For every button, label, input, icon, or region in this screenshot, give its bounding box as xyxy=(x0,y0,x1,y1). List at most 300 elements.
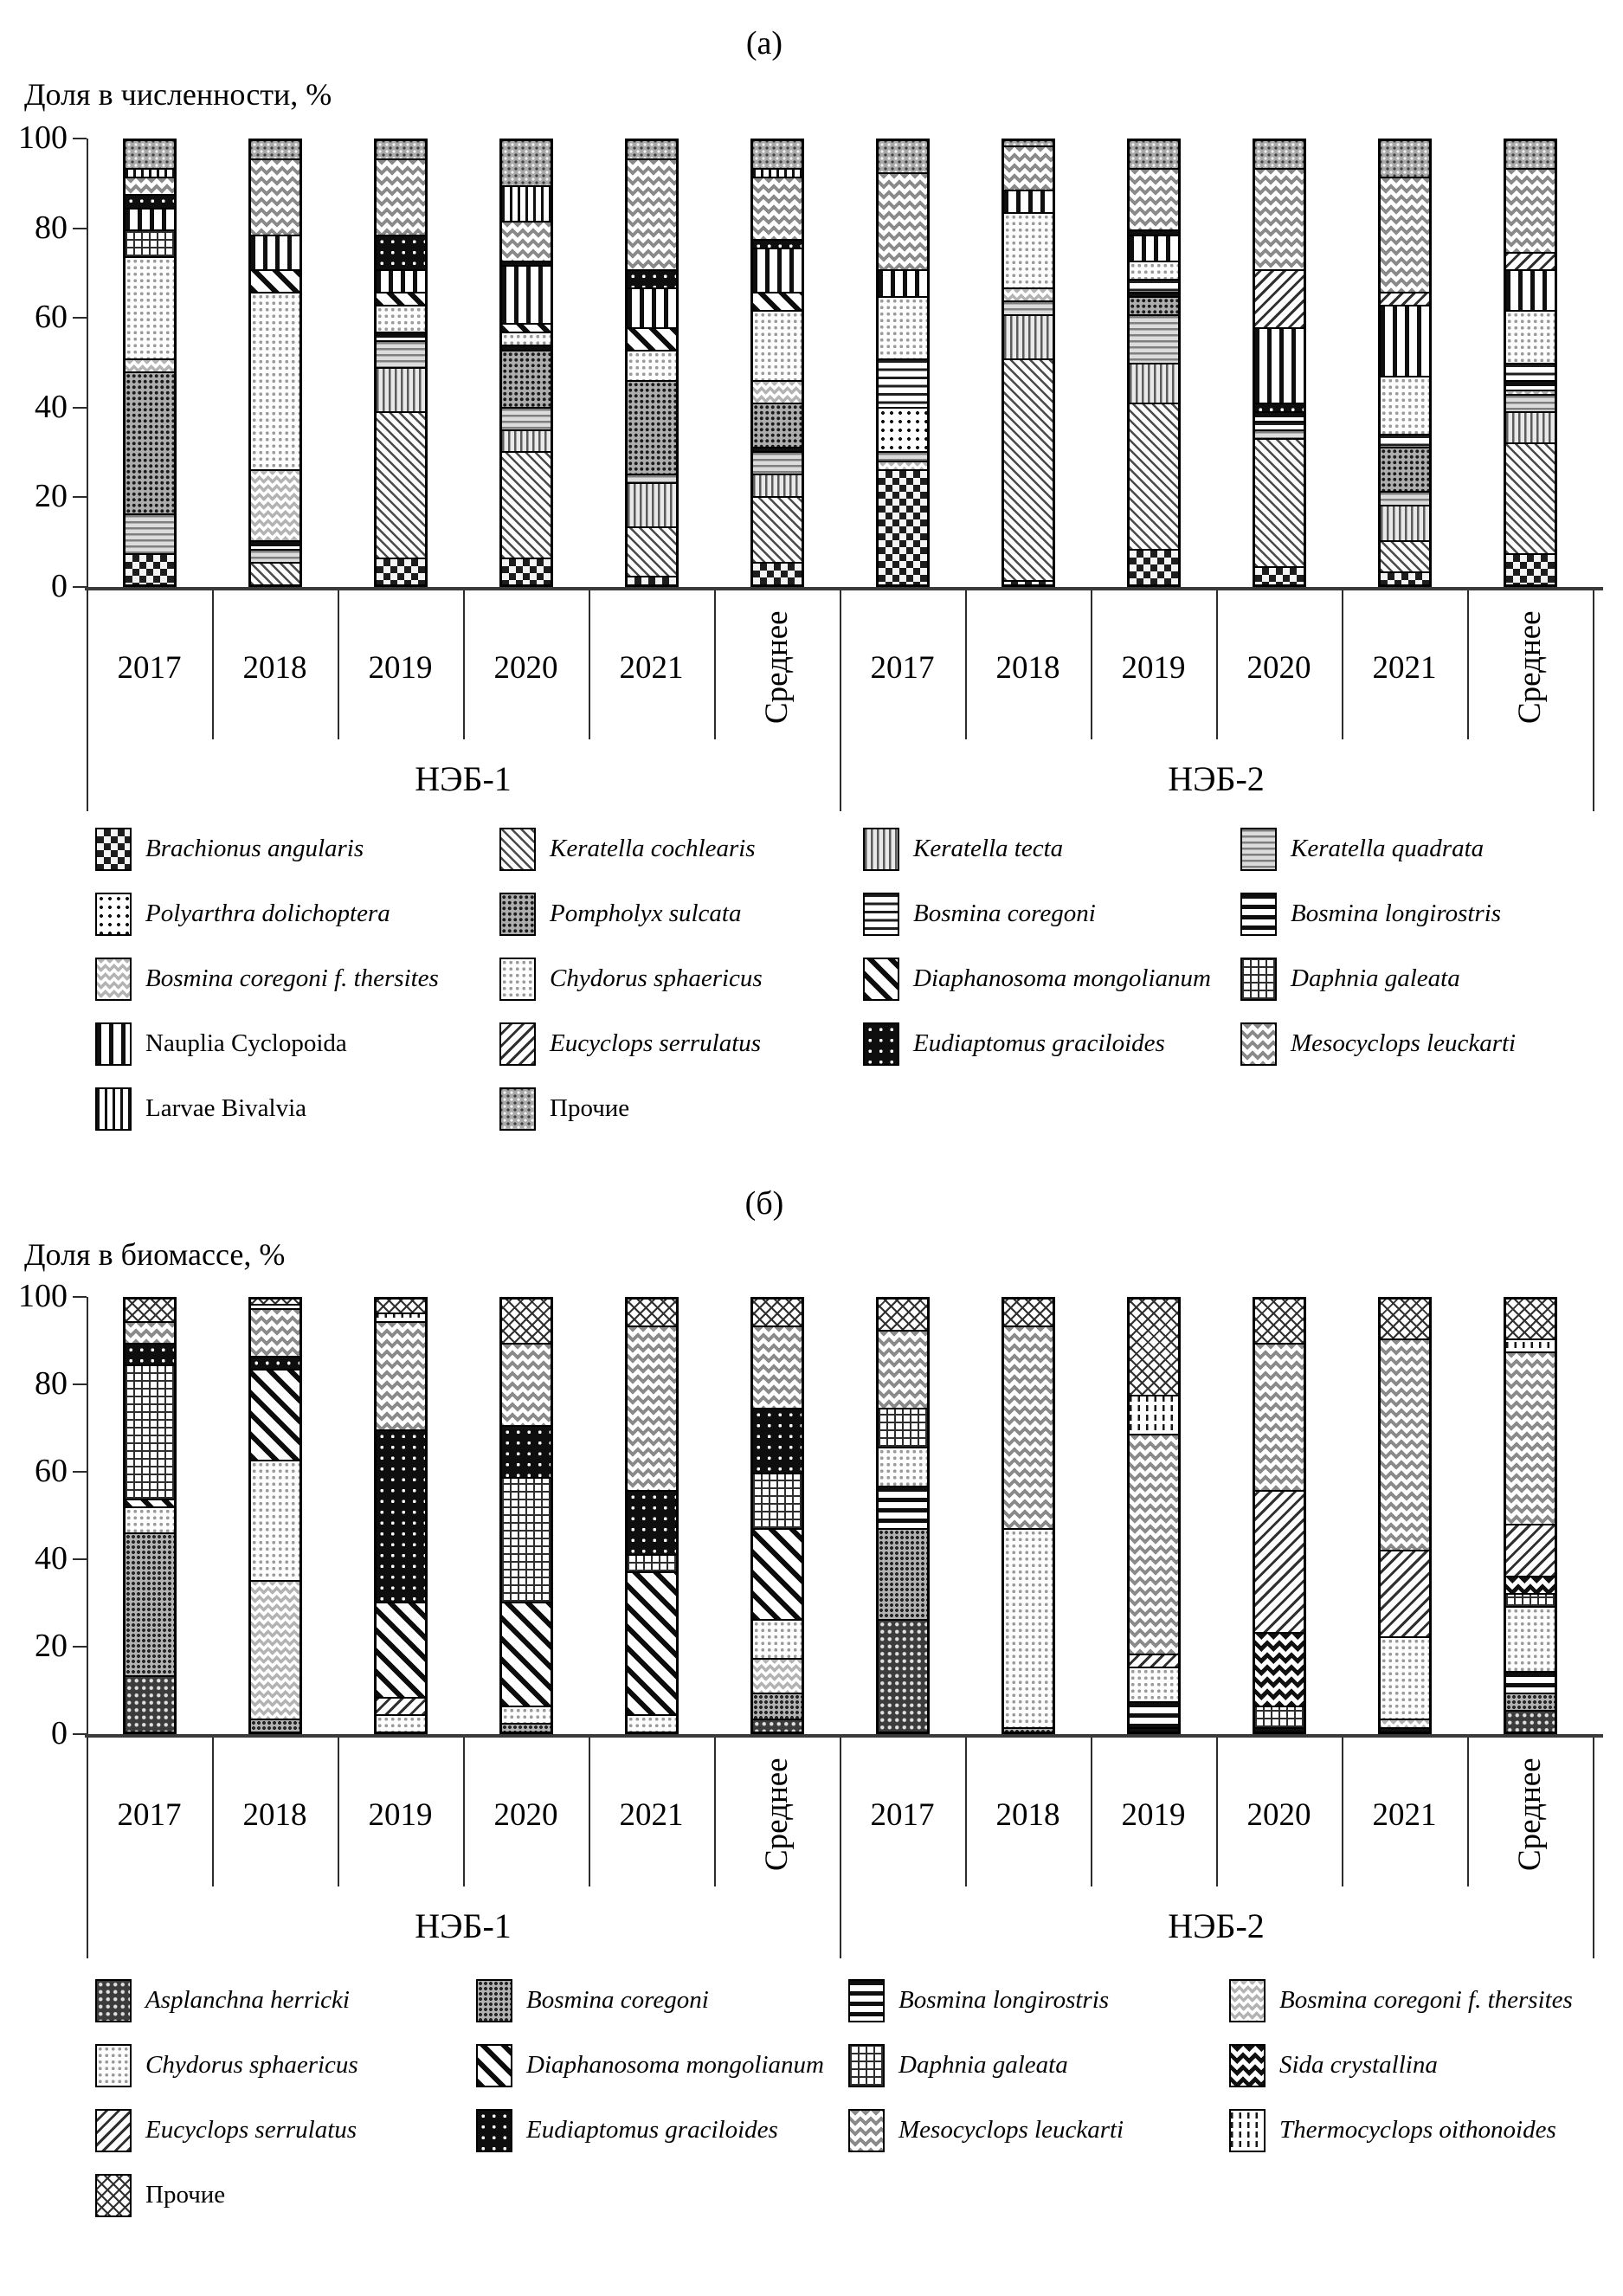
bar-segment-b_coregoni xyxy=(879,1528,927,1619)
legend-swatch-b_thersites xyxy=(95,958,132,1001)
y-tick xyxy=(73,496,87,498)
x-label-average: Среднее xyxy=(758,1757,795,1872)
legend-swatch-thermocyclops xyxy=(1229,2109,1266,2152)
bar-segment-b_longirostris xyxy=(1381,1727,1429,1732)
bar-segment-b_longirostris xyxy=(377,332,425,340)
bar-segment-mesocyclops xyxy=(753,1325,802,1408)
bar-segment-nauplia xyxy=(126,208,174,230)
bar-Среднее xyxy=(750,1297,804,1734)
bar-2021 xyxy=(1378,139,1432,587)
year-cell-line xyxy=(1216,590,1218,739)
bar-segment-brachionus xyxy=(502,558,551,584)
bar-segment-prochie xyxy=(1381,1300,1429,1338)
bar-segment-larvae xyxy=(126,168,174,177)
legend-label-k_tecta: Keratella tecta xyxy=(913,835,1064,862)
bar-segment-k_tecta xyxy=(502,429,551,452)
legend-label-eucyclops: Eucyclops serrulatus xyxy=(145,2116,357,2144)
legend-swatch-polyarthra xyxy=(95,893,132,936)
bar-segment-pompholyx xyxy=(1130,296,1178,313)
bar-segment-sida xyxy=(1255,1632,1304,1706)
bar-segment-b_coregoni xyxy=(1506,1693,1555,1710)
bar-segment-prochie xyxy=(1004,1300,1053,1325)
year-cell-line xyxy=(965,1738,967,1886)
y-tick xyxy=(73,1558,87,1560)
legend-swatch-b_coregoni xyxy=(863,893,899,936)
bar-segment-eudiaptomus xyxy=(628,269,676,287)
bar-segment-eudiaptomus xyxy=(1255,1727,1304,1732)
legend-swatch-b_thersites xyxy=(1229,1979,1266,2022)
x-label-average: Среднее xyxy=(1511,610,1548,725)
bar-2017 xyxy=(876,1297,930,1734)
year-cell-line xyxy=(589,590,590,739)
year-cell-line xyxy=(1091,1738,1092,1886)
bar-2020 xyxy=(1253,139,1306,587)
bar-segment-chydorus xyxy=(1004,212,1053,287)
bar-segment-chydorus xyxy=(502,1706,551,1723)
x-label-year: 2019 xyxy=(368,1797,433,1833)
legend-swatch-nauplia xyxy=(95,1022,132,1066)
bar-segment-mesocyclops xyxy=(1506,1351,1555,1525)
bar-segment-nauplia xyxy=(1506,269,1555,309)
bar-segment-brachionus xyxy=(1255,566,1304,584)
bar-segment-k_cochlearis xyxy=(251,562,299,584)
bar-segment-pompholyx xyxy=(126,371,174,513)
bar-segment-eucyclops xyxy=(1506,252,1555,269)
legend-swatch-b_longirostris xyxy=(848,1979,885,2022)
bar-segment-mesocyclops xyxy=(628,158,676,269)
legend-swatch-eucyclops xyxy=(95,2109,132,2152)
bar-segment-chydorus xyxy=(1130,1667,1178,1701)
legend-label-pompholyx: Pompholyx sulcata xyxy=(550,900,742,927)
year-cell-line xyxy=(338,590,339,739)
bar-2017 xyxy=(123,1297,177,1734)
legend-label-b_thersites: Bosmina coregoni f. thersites xyxy=(1279,1986,1573,2014)
station-label: НЭБ-1 xyxy=(415,1906,512,1945)
year-cell-line xyxy=(212,1738,214,1886)
bar-segment-prochie xyxy=(1506,1300,1555,1338)
bar-segment-k_tecta xyxy=(1381,505,1429,540)
x-label-year: 2018 xyxy=(995,650,1060,686)
bar-segment-pompholyx xyxy=(753,403,802,447)
x-label-year: 2020 xyxy=(1246,650,1311,686)
x-label-year: 2021 xyxy=(1372,650,1437,686)
bar-segment-mesocyclops xyxy=(1255,1343,1304,1490)
bar-segment-prochie xyxy=(1255,1300,1304,1343)
bar-segment-brachionus xyxy=(879,469,927,584)
x-label-year: 2020 xyxy=(1246,1797,1311,1833)
legend-label-b_longirostris: Bosmina longirostris xyxy=(898,1986,1110,2014)
legend-swatch-b_longirostris xyxy=(1240,893,1277,936)
year-cell-line xyxy=(1342,590,1343,739)
y-tick xyxy=(73,317,87,319)
bar-segment-larvae xyxy=(753,168,802,177)
bar-segment-mesocyclops xyxy=(1506,168,1555,252)
y-tick-label: 100 xyxy=(18,1278,68,1314)
year-cell-line xyxy=(1467,590,1469,739)
bar-segment-brachionus xyxy=(1381,571,1429,584)
bar-segment-polyarthra xyxy=(879,407,927,451)
bar-segment-chydorus xyxy=(1130,261,1178,278)
bar-segment-chydorus xyxy=(753,1619,802,1658)
bar-2021 xyxy=(1378,1297,1432,1734)
legend-label-chydorus: Chydorus sphaericus xyxy=(550,964,763,992)
bar-segment-b_coregoni xyxy=(1130,279,1178,292)
legend-swatch-asplanchna xyxy=(95,1979,132,2022)
bar-segment-k_cochlearis xyxy=(377,411,425,558)
bar-segment-daphnia xyxy=(628,1554,676,1571)
legend-swatch-pompholyx xyxy=(499,893,536,936)
bar-segment-mesocyclops xyxy=(126,1321,174,1343)
bar-segment-daphnia xyxy=(502,1477,551,1603)
bar-segment-diaphanosoma xyxy=(377,292,425,305)
bar-segment-mesocyclops xyxy=(879,1330,927,1408)
station-label: НЭБ-2 xyxy=(1168,759,1265,798)
legend-swatch-mesocyclops xyxy=(1240,1022,1277,1066)
bar-segment-b_longirostris xyxy=(1255,411,1304,420)
y-tick-label: 60 xyxy=(35,299,68,336)
bar-segment-chydorus xyxy=(251,1460,299,1581)
station-label: НЭБ-1 xyxy=(415,759,512,798)
x-label-year: 2021 xyxy=(619,650,684,686)
legend-swatch-chydorus xyxy=(95,2044,132,2087)
legend-label-diaphanosoma: Diaphanosoma mongolianum xyxy=(913,964,1211,992)
bar-2018 xyxy=(1001,1297,1055,1734)
year-cell-line xyxy=(463,590,465,739)
bar-segment-k_quadrata xyxy=(377,340,425,367)
bar-segment-prochie xyxy=(628,1300,676,1325)
bar-2020 xyxy=(499,1297,553,1734)
bar-segment-nauplia xyxy=(879,269,927,296)
bar-segment-chydorus xyxy=(628,1714,676,1732)
bar-segment-chydorus xyxy=(126,256,174,358)
bar-segment-eudiaptomus xyxy=(753,239,802,248)
bar-segment-prochie xyxy=(879,141,927,172)
bar-segment-prochie xyxy=(1130,1300,1178,1395)
bar-segment-b_coregoni xyxy=(1506,363,1555,380)
bar-segment-chydorus xyxy=(1381,1636,1429,1719)
bar-segment-b_coregoni xyxy=(753,1693,802,1719)
bar-segment-diaphanosoma xyxy=(628,1571,676,1714)
legend-label-prochie: Прочие xyxy=(550,1094,630,1122)
bar-segment-daphnia xyxy=(753,1473,802,1529)
legend-label-b_coregoni: Bosmina coregoni xyxy=(913,900,1096,927)
y-tick xyxy=(73,228,87,229)
bar-segment-asplanchna xyxy=(1506,1710,1555,1732)
legend-swatch-k_quadrata xyxy=(1240,828,1277,871)
legend-label-k_cochlearis: Keratella cochlearis xyxy=(550,835,756,862)
bar-segment-prochie xyxy=(502,141,551,185)
bar-segment-brachionus xyxy=(126,553,174,584)
bar-segment-eucyclops xyxy=(1130,1654,1178,1667)
bar-segment-b_thersites xyxy=(251,1580,299,1719)
bar-segment-mesocyclops xyxy=(879,172,927,270)
bar-segment-k_quadrata xyxy=(1130,314,1178,363)
bar-2020 xyxy=(499,139,553,587)
x-label-year: 2021 xyxy=(619,1797,684,1833)
bar-segment-mesocyclops xyxy=(1381,1338,1429,1551)
bar-Среднее xyxy=(1504,1297,1557,1734)
bar-2019 xyxy=(374,139,428,587)
bar-segment-b_thersites xyxy=(753,380,802,403)
bar-segment-k_cochlearis xyxy=(1381,540,1429,571)
bar-segment-k_quadrata xyxy=(1506,394,1555,411)
bar-segment-brachionus xyxy=(1004,580,1053,584)
bar-segment-k_quadrata xyxy=(628,474,676,482)
bar-segment-nauplia xyxy=(251,235,299,270)
x-label-year: 2020 xyxy=(493,650,558,686)
bar-segment-eudiaptomus xyxy=(1130,1727,1178,1732)
bar-segment-eudiaptomus xyxy=(1255,403,1304,411)
bar-2020 xyxy=(1253,1297,1306,1734)
bar-segment-pompholyx xyxy=(1381,447,1429,491)
y-tick-label: 20 xyxy=(35,1628,68,1664)
y-tick-label: 80 xyxy=(35,1365,68,1402)
legend-label-brachionus: Brachionus angularis xyxy=(145,835,364,862)
bar-segment-b_longirostris xyxy=(1506,380,1555,389)
bar-Среднее xyxy=(750,139,804,587)
bar-segment-prochie xyxy=(1506,141,1555,168)
year-cell-line xyxy=(1342,1738,1343,1886)
legend-label-daphnia: Daphnia galeata xyxy=(1291,964,1460,992)
bar-segment-chydorus xyxy=(628,350,676,381)
bar-segment-b_coregoni xyxy=(1381,434,1429,447)
legend-label-b_longirostris: Bosmina longirostris xyxy=(1291,900,1502,927)
year-cell-line xyxy=(212,590,214,739)
bar-segment-prochie xyxy=(1130,141,1178,168)
bar-segment-k_cochlearis xyxy=(753,496,802,563)
legend-swatch-diaphanosoma xyxy=(476,2044,512,2087)
bar-segment-k_tecta xyxy=(1130,363,1178,403)
y-axis-line xyxy=(87,139,88,587)
bar-segment-prochie xyxy=(126,141,174,168)
x-label-average: Среднее xyxy=(1511,1757,1548,1872)
bar-segment-eudiaptomus xyxy=(126,194,174,207)
bar-2021 xyxy=(625,139,679,587)
legend-swatch-k_cochlearis xyxy=(499,828,536,871)
bar-segment-mesocyclops xyxy=(1130,168,1178,230)
year-cell-line xyxy=(1091,590,1092,739)
bar-segment-chydorus xyxy=(377,1714,425,1732)
x-axis-line xyxy=(85,1734,1603,1738)
station-label: НЭБ-2 xyxy=(1168,1906,1265,1945)
legend-swatch-daphnia xyxy=(848,2044,885,2087)
bar-segment-diaphanosoma xyxy=(502,323,551,332)
y-tick-label: 40 xyxy=(35,388,68,425)
bar-segment-thermocyclops xyxy=(1130,1395,1178,1434)
bar-segment-b_thersites xyxy=(251,469,299,540)
year-cell-line xyxy=(589,1738,590,1886)
bar-segment-eucyclops xyxy=(1506,1524,1555,1576)
y-tick-label: 0 xyxy=(51,1715,68,1751)
bar-segment-thermocyclops xyxy=(377,1312,425,1321)
legend-swatch-chydorus xyxy=(499,958,536,1001)
year-cell-line xyxy=(965,590,967,739)
bar-2018 xyxy=(248,1297,302,1734)
bar-segment-chydorus xyxy=(1506,1606,1555,1671)
bar-segment-b_longirostris xyxy=(251,540,299,549)
bar-segment-k_cochlearis xyxy=(1255,438,1304,566)
bar-segment-eucyclops xyxy=(1381,292,1429,305)
group-cell-line xyxy=(87,590,88,811)
bar-2019 xyxy=(1127,139,1181,587)
y-tick-label: 20 xyxy=(35,478,68,515)
bar-segment-b_coregoni xyxy=(126,1532,174,1675)
bar-segment-k_cochlearis xyxy=(1004,358,1053,580)
bar-segment-b_coregoni xyxy=(879,358,927,407)
bar-segment-mesocyclops xyxy=(251,1308,299,1356)
bar-segment-k_tecta xyxy=(1004,314,1053,358)
bar-segment-daphnia xyxy=(126,1364,174,1499)
x-label-year: 2017 xyxy=(870,650,935,686)
bar-segment-nauplia xyxy=(502,265,551,323)
y-tick xyxy=(73,138,87,139)
x-label-year: 2017 xyxy=(870,1797,935,1833)
bar-2018 xyxy=(248,139,302,587)
legend-swatch-prochie xyxy=(499,1087,536,1131)
bar-segment-prochie xyxy=(502,1300,551,1343)
y-tick-label: 0 xyxy=(51,568,68,604)
x-label-year: 2018 xyxy=(242,650,307,686)
y-tick-label: 60 xyxy=(35,1453,68,1489)
y-tick xyxy=(73,407,87,409)
bar-2018 xyxy=(1001,139,1055,587)
bar-segment-b_thersites xyxy=(1004,287,1053,300)
bar-segment-eudiaptomus xyxy=(377,235,425,270)
bar-segment-diaphanosoma xyxy=(753,1528,802,1619)
bar-segment-asplanchna xyxy=(126,1675,174,1732)
bar-segment-daphnia xyxy=(1506,1593,1555,1606)
bar-segment-prochie xyxy=(126,1300,174,1321)
chart-a-ylabel: Доля в численности, % xyxy=(24,77,332,112)
bar-segment-nauplia xyxy=(1004,190,1053,212)
bar-segment-asplanchna xyxy=(753,1719,802,1732)
bar-segment-b_coregoni xyxy=(1004,1727,1053,1732)
bar-segment-mesocyclops xyxy=(1255,168,1304,270)
group-cell-line xyxy=(1593,1738,1594,1958)
bar-segment-chydorus xyxy=(502,332,551,345)
bar-segment-b_thersites xyxy=(879,461,927,469)
bar-segment-k_cochlearis xyxy=(1506,442,1555,553)
x-label-year: 2020 xyxy=(493,1797,558,1833)
bar-segment-mesocyclops xyxy=(753,177,802,239)
legend-swatch-eudiaptomus xyxy=(476,2109,512,2152)
bar-segment-eucyclops xyxy=(1255,1490,1304,1633)
legend-swatch-brachionus xyxy=(95,828,132,871)
legend-swatch-prochie xyxy=(95,2174,132,2217)
bar-segment-prochie xyxy=(377,1300,425,1312)
x-label-year: 2018 xyxy=(995,1797,1060,1833)
bar-segment-b_longirostris xyxy=(1506,1671,1555,1693)
legend-label-mesocyclops: Mesocyclops leuckarti xyxy=(1291,1029,1517,1057)
bar-segment-chydorus xyxy=(879,1447,927,1486)
bar-segment-diaphanosoma xyxy=(502,1602,551,1706)
bar-segment-chydorus xyxy=(753,310,802,381)
bar-segment-mesocyclops xyxy=(1381,177,1429,292)
group-cell-line xyxy=(1593,590,1594,811)
y-tick xyxy=(73,1383,87,1385)
bar-segment-k_tecta xyxy=(1506,411,1555,442)
legend-label-diaphanosoma: Diaphanosoma mongolianum xyxy=(526,2051,824,2079)
bar-segment-eudiaptomus xyxy=(628,1490,676,1555)
bar-segment-thermocyclops xyxy=(1506,1338,1555,1351)
bar-segment-diaphanosoma xyxy=(251,269,299,292)
bar-segment-nauplia xyxy=(1381,305,1429,376)
bar-segment-brachionus xyxy=(1506,553,1555,584)
bar-segment-eudiaptomus xyxy=(251,1356,299,1369)
bar-segment-pompholyx xyxy=(628,380,676,474)
legend-label-mesocyclops: Mesocyclops leuckarti xyxy=(898,2116,1124,2144)
bar-segment-prochie xyxy=(251,141,299,158)
legend-swatch-k_tecta xyxy=(863,828,899,871)
bar-segment-prochie xyxy=(753,1300,802,1325)
legend-label-sida: Sida crystallina xyxy=(1279,2051,1438,2079)
bar-segment-chydorus xyxy=(377,305,425,332)
bar-segment-k_tecta xyxy=(377,367,425,411)
x-label-year: 2019 xyxy=(368,650,433,686)
legend-label-eudiaptomus: Eudiaptomus graciloides xyxy=(526,2116,778,2144)
legend-swatch-daphnia xyxy=(1240,958,1277,1001)
x-label-year: 2021 xyxy=(1372,1797,1437,1833)
bar-segment-b_thersites xyxy=(753,1658,802,1693)
bar-segment-mesocyclops xyxy=(1004,145,1053,190)
bar-segment-brachionus xyxy=(628,576,676,584)
legend-swatch-eucyclops xyxy=(499,1022,536,1066)
bar-segment-nauplia xyxy=(628,287,676,327)
bar-2017 xyxy=(876,139,930,587)
x-label-year: 2017 xyxy=(117,1797,182,1833)
bar-segment-mesocyclops xyxy=(377,1321,425,1429)
bar-segment-b_coregoni xyxy=(502,1723,551,1732)
bar-segment-eucyclops xyxy=(1255,269,1304,327)
legend-label-chydorus: Chydorus sphaericus xyxy=(145,2051,358,2079)
y-tick-label: 80 xyxy=(35,209,68,246)
year-cell-line xyxy=(1467,1738,1469,1886)
bar-segment-mesocyclops xyxy=(251,158,299,234)
bar-segment-k_tecta xyxy=(753,474,802,496)
bar-segment-diaphanosoma xyxy=(628,327,676,350)
bar-segment-chydorus xyxy=(126,1506,174,1532)
bar-segment-eucyclops xyxy=(377,1697,425,1714)
bar-segment-b_longirostris xyxy=(879,1486,927,1529)
bar-segment-prochie xyxy=(377,141,425,158)
legend-swatch-b_coregoni xyxy=(476,1979,512,2022)
bar-segment-chydorus xyxy=(1004,1528,1053,1727)
bar-segment-chydorus xyxy=(1381,376,1429,434)
year-cell-line xyxy=(463,1738,465,1886)
legend-swatch-sida xyxy=(1229,2044,1266,2087)
bar-segment-k_quadrata xyxy=(753,451,802,474)
bar-segment-k_cochlearis xyxy=(628,526,676,575)
bar-segment-b_thersites xyxy=(1381,1719,1429,1727)
group-cell-line xyxy=(87,1738,88,1958)
bar-segment-k_quadrata xyxy=(126,513,174,553)
legend-label-k_quadrata: Keratella quadrata xyxy=(1291,835,1485,862)
bar-segment-eucyclops xyxy=(1381,1550,1429,1636)
bar-segment-chydorus xyxy=(879,296,927,358)
bar-segment-prochie xyxy=(628,141,676,158)
bar-segment-eudiaptomus xyxy=(753,1408,802,1473)
bar-segment-pompholyx xyxy=(502,350,551,408)
x-label-year: 2018 xyxy=(242,1797,307,1833)
group-cell-line xyxy=(840,590,841,811)
bar-segment-k_quadrata xyxy=(1381,491,1429,504)
x-axis-line xyxy=(85,587,1603,590)
legend-label-eucyclops: Eucyclops serrulatus xyxy=(550,1029,762,1057)
y-axis-line xyxy=(87,1297,88,1734)
bar-segment-diaphanosoma xyxy=(753,292,802,309)
bar-2017 xyxy=(123,139,177,587)
year-cell-line xyxy=(714,590,716,739)
